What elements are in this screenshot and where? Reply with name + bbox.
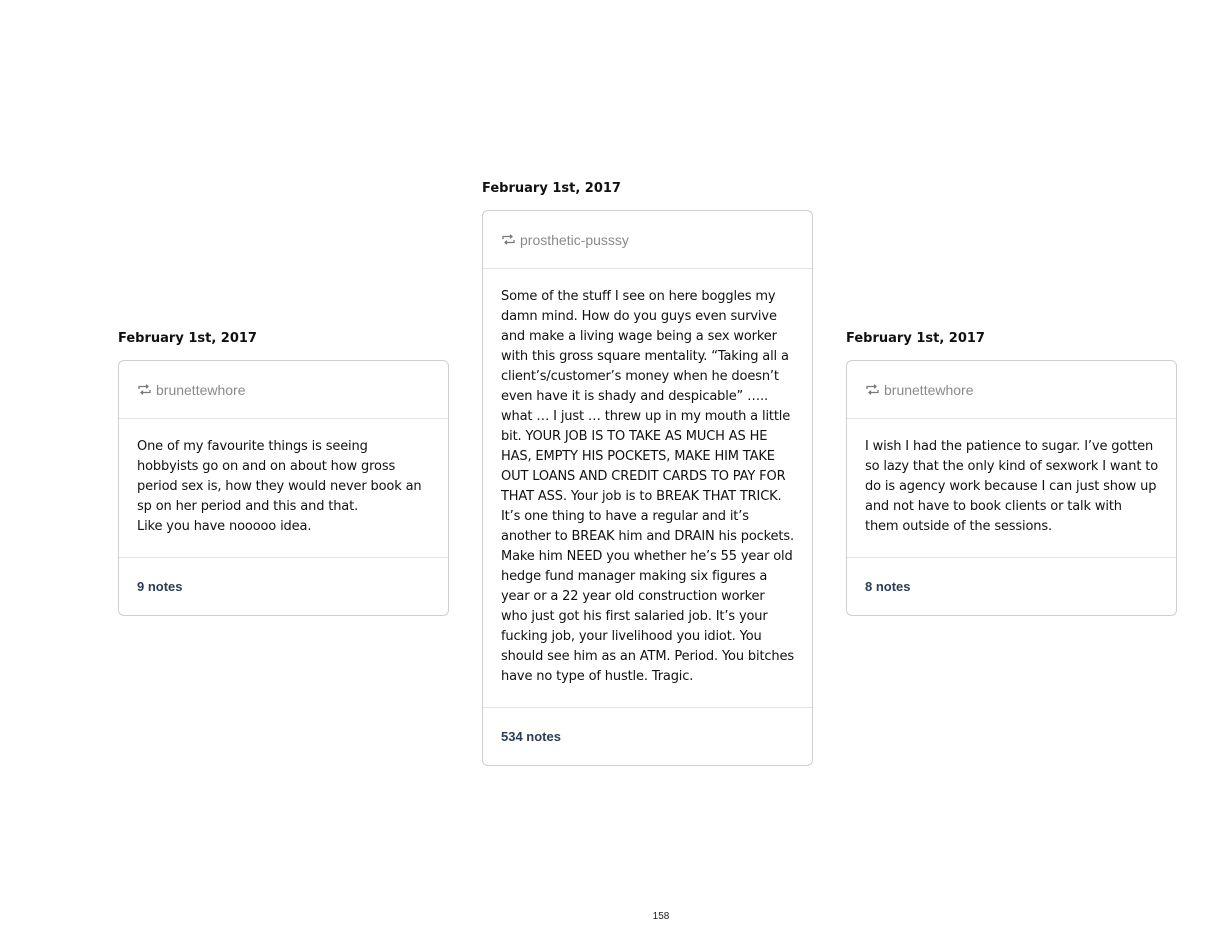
post-footer <box>119 558 448 615</box>
reblog-username[interactable]: brunettewhore <box>156 381 246 398</box>
notes-count[interactable]: 9 notes <box>137 579 183 594</box>
reblog-icon <box>501 233 515 247</box>
post-body <box>847 419 1176 558</box>
reblog-username[interactable]: prosthetic-pusssy <box>520 231 629 248</box>
post-date: February 1st, 2017 <box>846 331 985 346</box>
post-card-left <box>118 331 449 616</box>
notes-count[interactable]: 534 notes <box>501 729 561 744</box>
post-header <box>483 211 812 269</box>
post-date: February 1st, 2017 <box>118 331 257 346</box>
post-date: February 1st, 2017 <box>482 181 621 196</box>
reblog-icon <box>865 383 879 397</box>
post-footer <box>483 708 812 765</box>
post-header <box>847 361 1176 419</box>
post-card <box>482 210 813 766</box>
post-body <box>119 419 448 558</box>
page-number: 158 <box>652 911 670 922</box>
post-footer <box>847 558 1176 615</box>
post-header <box>119 361 448 419</box>
reblog-username[interactable]: brunettewhore <box>884 381 974 398</box>
post-card-center <box>482 181 813 766</box>
post-text: One of my favourite things is seeing hobbyists go on and on about how gross period sex is, how they would never book an sp on her period and this and that. Like you have nooooo idea. <box>137 439 422 534</box>
post-text: I wish I had the patience to sugar. I’ve gotten so lazy that the only kind of sexwork I want to do is agency work because I can just show up and not have to book clients or talk with them outside of the sessions. <box>865 439 1159 534</box>
post-card <box>846 360 1177 616</box>
post-text: Some of the stuff I see on here boggles my damn mind. How do you guys even survive and make a living wage being a sex worker with this gross square mentality. “Taking all a client’s/customer’s money when he doesn’t even have it is shady and despicable” ….. what … I just … threw up in my mouth a little bit. YOUR JOB IS TO TAKE AS MUCH AS HE HAS, EMPTY HIS POCKETS, MAKE HIM TAKE OUT LOANS AND CREDIT CARDS TO PAY FOR THAT ASS. Your job is to BREAK THAT TRICK. It’s one thing to have a regular and it’s another to BREAK him and DRAIN his pockets. Make him NEED you whether he’s 55 year old hedge fund manager making six figures a year or a 22 year old construction worker who just got his first salaried job. It’s your fucking job, your livelihood you idiot. You should see him as an ATM. Period. You bitches have no type of hustle. Tragic. <box>501 289 794 684</box>
post-card-right <box>846 331 1177 616</box>
post-body <box>483 269 812 708</box>
notes-count[interactable]: 8 notes <box>865 579 911 594</box>
reblog-icon <box>137 383 151 397</box>
post-card <box>118 360 449 616</box>
